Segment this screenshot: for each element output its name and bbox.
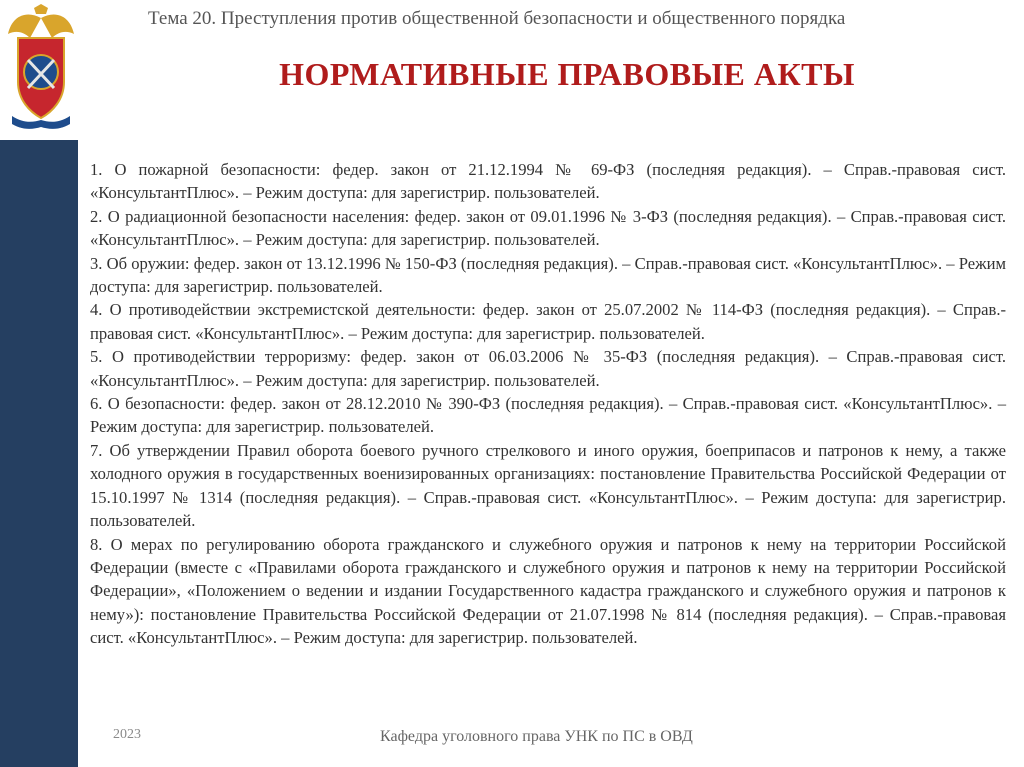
left-sidebar-bar [0, 140, 78, 767]
list-item: 5. О противодействии терроризму: федер. закон от 06.03.2006 № 35-ФЗ (последняя редакция). – Справ.-правовая сист. «КонсультантПлюс». – Режим доступа: для зарегистрир. пользователей. [90, 347, 1006, 390]
list-item: 7. Об утверждении Правил оборота боевого ручного стрелкового и иного оружия, боеприпасов и патронов к нему, а также холодного оружия в государственных военизированных организациях: постановление Правительства Российской Федерации от 15.10.1997 № 1314 (последняя редакция). – Справ.-правовая сист. «КонсультантПлюс». – Режим доступа: для зарегистрир. пользователей. [90, 440, 1006, 531]
year-label: 2023 [113, 727, 141, 742]
list-item: 1. О пожарной безопасности: федер. закон от 21.12.1994 № 69-ФЗ (последняя редакция). – Справ.-правовая сист. «КонсультантПлюс». – Режим доступа: для зарегистрир. пользователей. [90, 160, 1006, 203]
list-item: 3. Об оружии: федер. закон от 13.12.1996 № 150-ФЗ (последняя редакция). – Справ.-правовая сист. «КонсультантПлюс». – Режим доступа: для зарегистрир. пользователей. [90, 253, 1006, 297]
list-item: 6. О безопасности: федер. закон от 28.12.2010 № 390-ФЗ (последняя редакция). – Справ.-правовая сист. «КонсультантПлюс». – Режим доступа: для зарегистрир. пользователей. [90, 394, 1006, 437]
topic-heading: Тема 20. Преступления против общественной безопасности и общественного порядка [148, 8, 846, 29]
acts-list [90, 158, 1006, 650]
list-item: 8. О мерах по регулированию оборота гражданского и служебного оружия и патронов к нему на территории Российской Федерации (вместе с «Правилами оборота гражданского и служебного оружия и патронов к нему на территории Российской Федерации», «Положением о ведении и издании Государственного кадастра гражданского и служебного оружия и патронов к нему»): постановление Правительства Российской Федерации от 21.07.1998 № 814 (последняя редакция). – Справ.-правовая сист. «КонсультантПлюс». – Режим доступа: для зарегистрир. пользователей. [90, 534, 1006, 648]
page-title: НОРМАТИВНЫЕ ПРАВОВЫЕ АКТЫ [279, 56, 855, 92]
list-item: 4. О противодействии экстремистской деятельности: федер. закон от 25.07.2002 № 114-ФЗ (последняя редакция). – Справ.-правовая сист. «КонсультантПлюс». – Режим доступа: для зарегистрир. пользователей. [90, 300, 1006, 343]
list-item: 2. О радиационной безопасности населения: федер. закон от 09.01.1996 № 3-ФЗ (последняя редакция). – Справ.-правовая сист. «КонсультантПлюс». – Режим доступа: для зарегистрир. пользователей. [90, 206, 1006, 250]
footer-department: Кафедра уголовного права УНК по ПС в ОВД [380, 728, 693, 745]
